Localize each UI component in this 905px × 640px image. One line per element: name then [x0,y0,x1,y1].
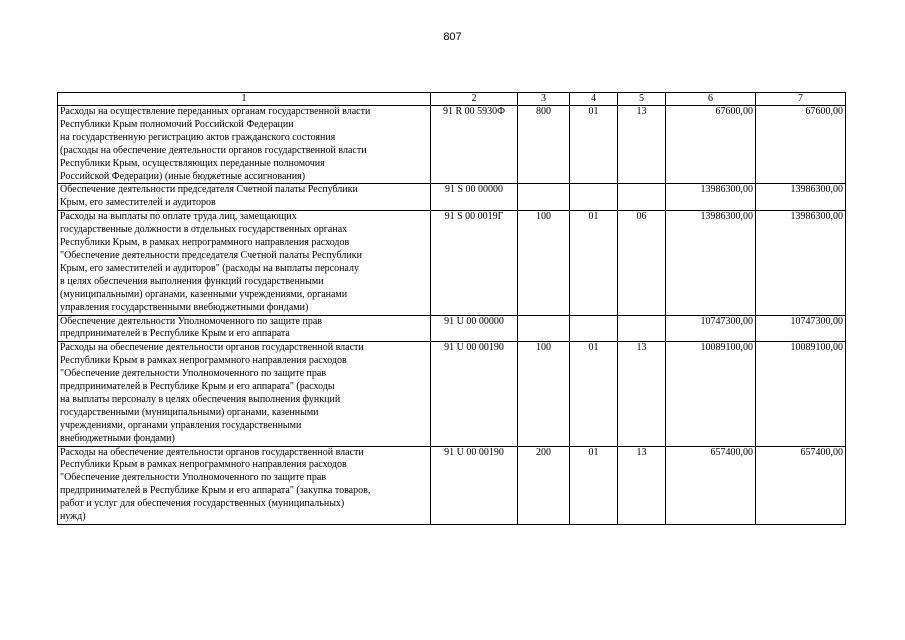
table-row [58,211,846,315]
description-line: Республики Крым в рамках непрограммного направления расходов [60,355,347,367]
description-line: Республики Крым в рамках непрограммного направления расходов [60,459,347,471]
page-number: 807 [443,31,462,43]
row-code: 91 U 00 00190 [431,446,518,524]
row-amount-total: 10089100,00 [756,342,846,446]
row-amount: 10747300,00 [666,315,756,342]
row-expense-type [518,184,570,211]
header-row [58,93,846,106]
row-code: 91 S 00 00000 [431,184,518,211]
description-line: "Обеспечение деятельности председателя Счетной палаты Республики [60,249,362,261]
header-cell: 2 [431,93,518,106]
budget-table [57,92,846,525]
row-amount: 67600,00 [666,106,756,184]
description-line: Республики Крым, в рамках непрограммного направления расходов [60,237,350,249]
description-line: Крым, его заместителей и аудиторов" (расходы на выплаты персоналу [60,262,359,274]
row-amount-total: 10747300,00 [756,315,846,342]
table-row [58,446,846,524]
description-line: Расходы на обеспечение деятельности органов государственной власти [60,342,364,354]
row-expense-type: 200 [518,446,570,524]
header-cell: 1 [58,93,431,106]
row-code: 91 R 00 5930Ф [431,106,518,184]
description-line: Крым, его заместителей и аудиторов [60,197,216,209]
row-expense-type: 100 [518,342,570,446]
description-line: Республики Крым полномочий Российской Федерации [60,118,294,130]
table-row [58,342,846,446]
row-amount: 10089100,00 [666,342,756,446]
description-line: Российской Федерации) (иные бюджетные ассигнования) [60,170,306,182]
row-amount: 13986300,00 [666,184,756,211]
header-cell: 5 [618,93,666,106]
row-description [58,342,431,446]
row-expense-type: 800 [518,106,570,184]
row-section [570,184,618,211]
description-line: (муниципальными) органами, казенными учреждениями, органами [60,288,348,300]
row-expense-type [518,315,570,342]
header-cell: 3 [518,93,570,106]
description-line: государственные должности в отдельных государственных органах [60,224,348,236]
row-code: 91 U 00 00190 [431,342,518,446]
description-line: Республики Крым, осуществляющих переданные полномочия [60,157,325,169]
description-line: в целях обеспечения выполнения функций государственными [60,275,324,287]
description-line: управления государственными внебюджетными фондами) [60,301,309,313]
description-line: "Обеспечение деятельности Уполномоченного по защите прав [60,472,327,484]
row-amount: 657400,00 [666,446,756,524]
description-line: на выплаты персоналу в целях обеспечения выполнения функций [60,393,341,405]
header-cell: 4 [570,93,618,106]
row-description [58,184,431,211]
description-line: Обеспечение деятельности Уполномоченного по защите прав [60,315,322,327]
row-amount: 13986300,00 [666,211,756,315]
row-section: 01 [570,342,618,446]
row-subsection [618,184,666,211]
row-subsection: 06 [618,211,666,315]
row-description [58,446,431,524]
row-expense-type: 100 [518,211,570,315]
description-line: работ и услуг для обеспечения государственных (муниципальных) [60,498,345,510]
row-amount-total: 13986300,00 [756,184,846,211]
description-line: предпринимателей в Республике Крым и его аппарата" (расходы [60,381,335,393]
table-row [58,184,846,211]
description-line: внебюджетными фондами) [60,432,175,444]
row-code: 91 S 00 0019Г [431,211,518,315]
description-line: Обеспечение деятельности председателя Счетной палаты Республики [60,184,358,196]
description-line: Расходы на выплаты по оплате труда лиц, замещающих [60,211,297,223]
description-line: Расходы на осуществление переданных органам государственной власти [60,106,371,117]
header-cell: 6 [666,93,756,106]
description-line: предпринимателей в Республике Крым и его аппарата" (закупка товаров, [60,485,371,497]
row-subsection [618,315,666,342]
row-amount-total: 13986300,00 [756,211,846,315]
row-section [570,315,618,342]
row-description [58,106,431,184]
description-line: (расходы на обеспечение деятельности органов государственной власти [60,144,367,156]
row-amount-total: 67600,00 [756,106,846,184]
row-amount-total: 657400,00 [756,446,846,524]
row-code: 91 U 00 00000 [431,315,518,342]
row-subsection: 13 [618,342,666,446]
header-cell: 7 [756,93,846,106]
description-line: учреждениями, органами управления государственными [60,419,302,431]
row-subsection: 13 [618,446,666,524]
description-line: государственными (муниципальными) органами, казенными [60,406,319,418]
row-subsection: 13 [618,106,666,184]
description-line: "Обеспечение деятельности Уполномоченного по защите прав [60,368,327,380]
row-description [58,211,431,315]
table-row [58,106,846,184]
description-line: на государственную регистрацию актов гражданского состояния [60,131,336,143]
description-line: нужд) [60,511,86,523]
row-description [58,315,431,342]
table-row [58,315,846,342]
description-line: Расходы на обеспечение деятельности органов государственной власти [60,446,364,458]
row-section: 01 [570,106,618,184]
row-section: 01 [570,211,618,315]
row-section: 01 [570,446,618,524]
description-line: предпринимателей в Республике Крым и его аппарата [60,328,290,340]
